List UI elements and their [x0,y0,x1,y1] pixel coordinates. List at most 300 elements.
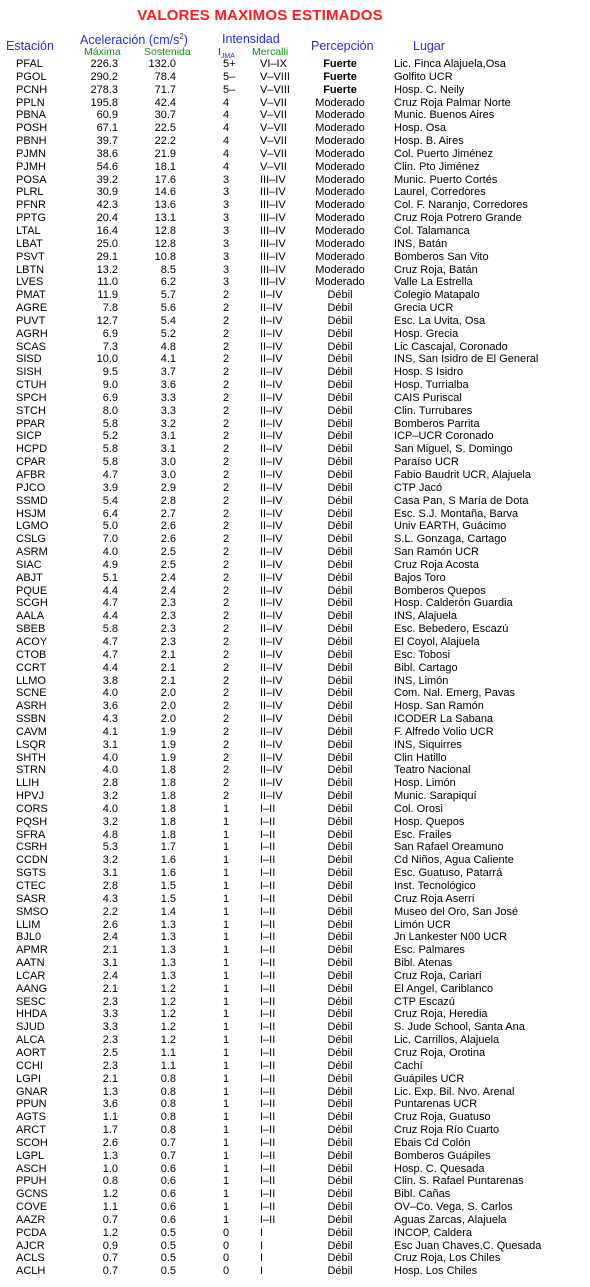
perception: Débil [327,854,353,867]
station-code: PQSH [16,815,48,828]
station-code: STRN [16,764,46,777]
intensity-jma: 1 [223,1085,230,1098]
intensity-mercalli: III–IV [260,199,286,212]
accel-max: 10.0 [96,353,118,366]
intensity-mercalli: II–IV [260,289,283,302]
station-code: BJL0 [16,931,42,944]
header-intensidad: Intensidad [222,32,280,46]
intensity-jma: 2 [223,687,230,700]
location: Hosp. Limón [394,777,456,790]
table-row [0,1163,590,1176]
table-row [0,520,590,533]
station-code: LGPI [16,1072,42,1085]
location: Cruz Roja Aserrí [394,892,475,905]
perception: Débil [327,314,353,327]
location: Munic. Puerto Cortés [394,173,498,186]
location: Munic. Buenos Aires [394,109,495,122]
station-code: SISH [16,366,42,379]
accel-max: 4.0 [102,802,118,815]
accel-max: 7.8 [102,302,118,315]
accel-max: 5.4 [102,494,118,507]
accel-max: 3.2 [102,790,118,803]
intensity-mercalli: I–II [260,1162,276,1175]
station-code: LTAL [16,224,41,237]
table-row [0,97,590,110]
accel-max: 3.1 [102,957,118,970]
accel-sustained: 2.0 [160,713,176,726]
table-row [0,1124,590,1137]
accel-max: 0.7 [102,1265,118,1278]
accel-sustained: 1.8 [160,828,176,841]
intensity-jma: 1 [223,944,230,957]
intensity-jma: 2 [223,366,230,379]
intensity-jma: 1 [223,1072,230,1085]
accel-sustained: 1.2 [160,1021,176,1034]
table-row [0,559,590,572]
intensity-jma: 1 [223,1188,230,1201]
station-code: CAVM [16,725,47,738]
accel-max: 5.3 [102,841,118,854]
intensity-mercalli: I–II [260,1021,276,1034]
station-code: PPAR [16,417,46,430]
accel-sustained: 14.6 [154,186,176,199]
table-row [0,1240,590,1253]
location: Cachí [394,1059,423,1072]
table-row [0,71,590,84]
accel-max: 2.2 [102,905,118,918]
station-code: HCPD [16,443,48,456]
table-row [0,919,590,932]
location: S.L. Gonzaga, Cartago [394,533,507,546]
accel-sustained: 4.1 [160,353,176,366]
perception: Débil [327,1124,353,1137]
station-code: ABJT [16,571,43,584]
intensity-jma: 2 [223,391,230,404]
station-code: LBTN [16,263,45,276]
location: El Angel, Cariblanco [394,982,494,995]
table-row [0,1265,590,1278]
location: INS, Limón [394,674,449,687]
location: Clin. S. Rafael Puntarenas [394,1175,524,1188]
perception: Débil [327,1175,353,1188]
intensity-jma: 2 [223,713,230,726]
perception: Débil [327,790,353,803]
station-code: PPUH [16,1175,47,1188]
station-code: ASCH [16,1162,47,1175]
location: Hosp. C. Neily [394,83,465,96]
accel-max: 1.1 [102,1111,118,1124]
accel-max: 5.8 [102,417,118,430]
intensity-mercalli: II–IV [260,687,283,700]
location: Col. Puerto Jiménez [394,147,494,160]
accel-max: 1.2 [102,1226,118,1239]
accel-sustained: 2.4 [160,584,176,597]
location: Bomberos Parrita [394,417,480,430]
station-code: SCOH [16,1136,48,1149]
table-row [0,585,590,598]
accel-sustained: 12.8 [154,224,176,237]
station-code: AJCR [16,1239,45,1252]
accel-max: 2.6 [102,1136,118,1149]
accel-max: 2.6 [102,918,118,931]
accel-sustained: 1.8 [160,815,176,828]
accel-sustained: 1.1 [160,1046,176,1059]
accel-max: 9.5 [102,366,118,379]
table-row [0,752,590,765]
intensity-mercalli: II–IV [260,507,283,520]
station-code: ACOY [16,635,48,648]
location: Esc. Frailes [394,828,452,841]
intensity-mercalli: I–II [260,867,276,880]
location: Bibl. Atenas [394,957,453,970]
table-row [0,996,590,1009]
intensity-mercalli: II–IV [260,520,283,533]
table-row [0,1201,590,1214]
station-code: SICP [16,430,42,443]
accel-sustained: 4.8 [160,340,176,353]
station-code: PBNA [16,109,46,122]
accel-max: 4.0 [102,546,118,559]
perception: Débil [327,1149,353,1162]
accel-max: 4.3 [102,892,118,905]
accel-max: 3.6 [102,700,118,713]
accel-max: 2.3 [102,995,118,1008]
intensity-mercalli: II–IV [260,674,283,687]
station-code: SISD [16,353,42,366]
intensity-jma: 4 [223,160,230,173]
accel-sustained: 0.6 [160,1162,176,1175]
location: Laurel, Corredores [394,186,486,199]
intensity-jma: 2 [223,623,230,636]
station-code: STCH [16,404,46,417]
accel-sustained: 3.3 [160,391,176,404]
perception: Débil [327,520,353,533]
table-row [0,161,590,174]
accel-max: 3.1 [102,867,118,880]
location: INS, San Isidro de El General [394,353,539,366]
intensity-mercalli: II–IV [260,533,283,546]
intensity-mercalli: II–IV [260,623,283,636]
table-row [0,109,590,122]
location: El Coyol, Alajuela [394,635,480,648]
accel-sustained: 3.6 [160,379,176,392]
intensity-mercalli: I–II [260,854,276,867]
intensity-jma: 2 [223,494,230,507]
table-row [0,276,590,289]
intensity-mercalli: I–II [260,880,276,892]
accel-max: 3.3 [102,1008,118,1021]
station-code: CSLG [16,533,46,546]
intensity-mercalli: I [260,1239,264,1252]
header-maxima: Máxima [84,46,121,58]
accel-sustained: 2.5 [160,558,176,571]
intensity-jma: 1 [223,1124,230,1137]
intensity-mercalli: I–II [260,1098,276,1111]
accel-sustained: 5.7 [160,289,176,302]
perception: Débil [327,905,353,918]
table-row [0,456,590,469]
intensity-jma: 5+ [223,58,236,70]
location: Bajos Toro [394,571,446,584]
location: Cruz Roja, Los Chiles [394,1252,501,1265]
table-row [0,508,590,521]
location: Esc. Tobosi [394,648,451,661]
location: Golfito UCR [394,70,453,83]
accel-max: 2.5 [102,1046,118,1059]
intensity-mercalli: II–IV [260,661,283,674]
accel-sustained: 1.2 [160,982,176,995]
table-row [0,533,590,546]
intensity-jma: 1 [223,1021,230,1034]
intensity-mercalli: I [260,1226,264,1239]
intensity-mercalli: I–II [260,1072,276,1085]
table-row [0,777,590,790]
station-code: PPTG [16,212,46,225]
perception: Débil [327,995,353,1008]
station-code: PLRL [16,186,44,199]
table-row [0,1047,590,1060]
station-code: HSJM [16,507,46,520]
accel-sustained: 1.2 [160,1008,176,1021]
header-aceleracion-end: ) [183,33,188,48]
station-code: PCNH [16,83,48,96]
location: Esc. Palmares [394,944,465,957]
table-row [0,1227,590,1240]
station-code: AALA [16,610,45,623]
accel-sustained: 12.8 [154,237,176,250]
intensity-jma: 2 [223,597,230,610]
accel-max: 2.1 [102,1072,118,1085]
intensity-jma: 1 [223,957,230,970]
intensity-jma: 5– [223,70,236,83]
intensity-mercalli: II–IV [260,379,283,392]
header-percepcion: Percepción [311,39,374,53]
location: Inst. Tecnológico [394,880,476,892]
location: San Ramón UCR [394,546,479,559]
perception: Débil [327,507,353,520]
table-row [0,1034,590,1047]
accel-sustained: 1.5 [160,880,176,892]
intensity-mercalli: I–II [260,1124,276,1137]
perception: Moderado [315,224,365,237]
table-row [0,687,590,700]
perception: Débil [327,610,353,623]
intensity-jma: 1 [223,982,230,995]
accel-sustained: 0.6 [160,1213,176,1226]
intensity-mercalli: III–IV [260,173,286,186]
perception: Moderado [315,160,365,173]
location: Jn Lankester N00 UCR [394,931,508,944]
station-code: LSQR [16,738,46,751]
accel-sustained: 1.8 [160,777,176,790]
station-code: CCRT [16,661,47,674]
intensity-jma: 1 [223,905,230,918]
location: Bomberos San Vito [394,250,489,263]
intensity-mercalli: I–II [260,1201,276,1214]
perception: Débil [327,1213,353,1226]
table-row [0,315,590,328]
location: Teatro Nacional [394,764,471,777]
location: INS, Alajuela [394,610,457,623]
station-code: SSBN [16,713,46,726]
intensity-mercalli: II–IV [260,777,283,790]
perception: Débil [327,379,353,392]
station-code: ASRH [16,700,47,713]
location: Bibl. Cartago [394,661,458,674]
accel-sustained: 2.3 [160,635,176,648]
location: Col. Orosi [394,802,443,815]
perception: Débil [327,443,353,456]
accel-max: 4.0 [102,751,118,764]
perception: Débil [327,469,353,481]
accel-max: 3.3 [102,1021,118,1034]
table-row [0,1137,590,1150]
station-code: SCGH [16,597,48,610]
perception: Débil [327,327,353,340]
location: INCOP, Caldera [394,1226,473,1239]
intensity-mercalli: V–VII [260,160,287,173]
accel-max: 5.0 [102,520,118,533]
station-code: SMSO [16,905,49,918]
intensity-jma: 1 [223,1149,230,1162]
intensity-jma: 2 [223,764,230,777]
intensity-jma: 2 [223,417,230,430]
station-code: SBEB [16,623,46,636]
intensity-jma: 2 [223,314,230,327]
location: Univ EARTH, Guácimo [394,520,507,533]
location: Paraíso UCR [394,456,459,469]
location: Hosp. Los Chiles [394,1265,478,1278]
accel-max: 60.9 [96,109,118,122]
intensity-mercalli: III–IV [260,276,286,289]
accel-max: 6.4 [102,507,118,520]
accel-max: 5.8 [102,443,118,456]
accel-sustained: 2.3 [160,597,176,610]
accel-sustained: 8.5 [160,263,176,276]
intensity-mercalli: III–IV [260,237,286,250]
perception: Débil [327,1072,353,1085]
intensity-jma: 3 [223,237,230,250]
accel-max: 2.3 [102,1034,118,1047]
location: Hosp. B. Aires [394,135,464,148]
station-code: SJUD [16,1021,45,1034]
intensity-jma: 2 [223,610,230,623]
station-code: APMR [16,944,48,957]
intensity-mercalli: I–II [260,1034,276,1047]
accel-max: 20.4 [96,212,118,225]
station-code: AORT [16,1046,47,1059]
intensity-jma: 1 [223,867,230,880]
table-row [0,264,590,277]
table-row [0,931,590,944]
accel-sustained: 2.5 [160,546,176,559]
perception: Moderado [315,122,365,135]
perception: Débil [327,918,353,931]
intensity-jma: 2 [223,571,230,584]
accel-sustained: 78.4 [154,70,176,83]
intensity-jma: 3 [223,263,230,276]
accel-sustained: 10.8 [154,250,176,263]
table-row [0,829,590,842]
intensity-jma: 2 [223,443,230,456]
accel-max: 2.1 [102,982,118,995]
station-code: LCAR [16,969,46,982]
perception: Débil [327,546,353,559]
location: Clin Hatillo [394,751,447,764]
intensity-jma: 1 [223,1175,230,1188]
location: Guápiles UCR [394,1072,465,1085]
accel-sustained: 2.9 [160,481,176,494]
header-mercalli: Mercalli [252,46,289,58]
accel-max: 9.0 [102,379,118,392]
intensity-mercalli: II–IV [260,314,283,327]
location: F. Alfredo Volio UCR [394,725,494,738]
perception: Débil [327,533,353,546]
station-code: ASRM [16,546,48,559]
location: Fabio Baudrit UCR, Alajuela [394,469,531,481]
intensity-jma: 2 [223,469,230,481]
location: CTP Jacó [394,481,443,494]
accel-max: 4.1 [102,725,118,738]
perception: Débil [327,815,353,828]
intensity-jma: 2 [223,558,230,571]
accel-max: 11.0 [97,276,118,289]
intensity-jma: 1 [223,815,230,828]
intensity-mercalli: I–II [260,1188,276,1201]
intensity-jma: 2 [223,546,230,559]
table-row [0,944,590,957]
intensity-jma: 2 [223,700,230,713]
table-row [0,84,590,97]
location: CTP Escazú [394,995,455,1008]
intensity-mercalli: I–II [260,1136,276,1149]
intensity-jma: 5– [223,83,236,96]
location: Colegio Matapalo [394,289,480,302]
accel-max: 3.1 [102,738,118,751]
table-row [0,662,590,675]
intensity-mercalli: II–IV [260,635,283,648]
accel-max: 2.8 [102,777,118,790]
table-row [0,1188,590,1201]
table-row [0,302,590,315]
perception: Moderado [315,199,365,212]
accel-sustained: 71.7 [154,83,176,96]
table-row [0,713,590,726]
table-row [0,392,590,405]
intensity-jma: 2 [223,777,230,790]
intensity-mercalli: I–II [260,841,276,854]
perception: Débil [327,1059,353,1072]
intensity-mercalli: I–II [260,828,276,841]
accel-sustained: 1.6 [160,854,176,867]
perception: Débil [327,456,353,469]
accel-max: 4.3 [102,713,118,726]
header-sostenida: Sostenida [144,46,191,58]
intensity-mercalli: I–II [260,969,276,982]
location: Bibl. Cañas [394,1188,451,1201]
perception: Débil [327,867,353,880]
accel-sustained: 0.5 [160,1226,176,1239]
intensity-mercalli: II–IV [260,430,283,443]
perception: Débil [327,802,353,815]
accel-sustained: 2.1 [160,674,176,687]
accel-max: 5.8 [102,623,118,636]
table-row [0,186,590,199]
accel-max: 39.7 [96,135,118,148]
location: Museo del Oro, San José [394,905,519,918]
table-row [0,238,590,251]
intensity-mercalli: II–IV [260,353,283,366]
